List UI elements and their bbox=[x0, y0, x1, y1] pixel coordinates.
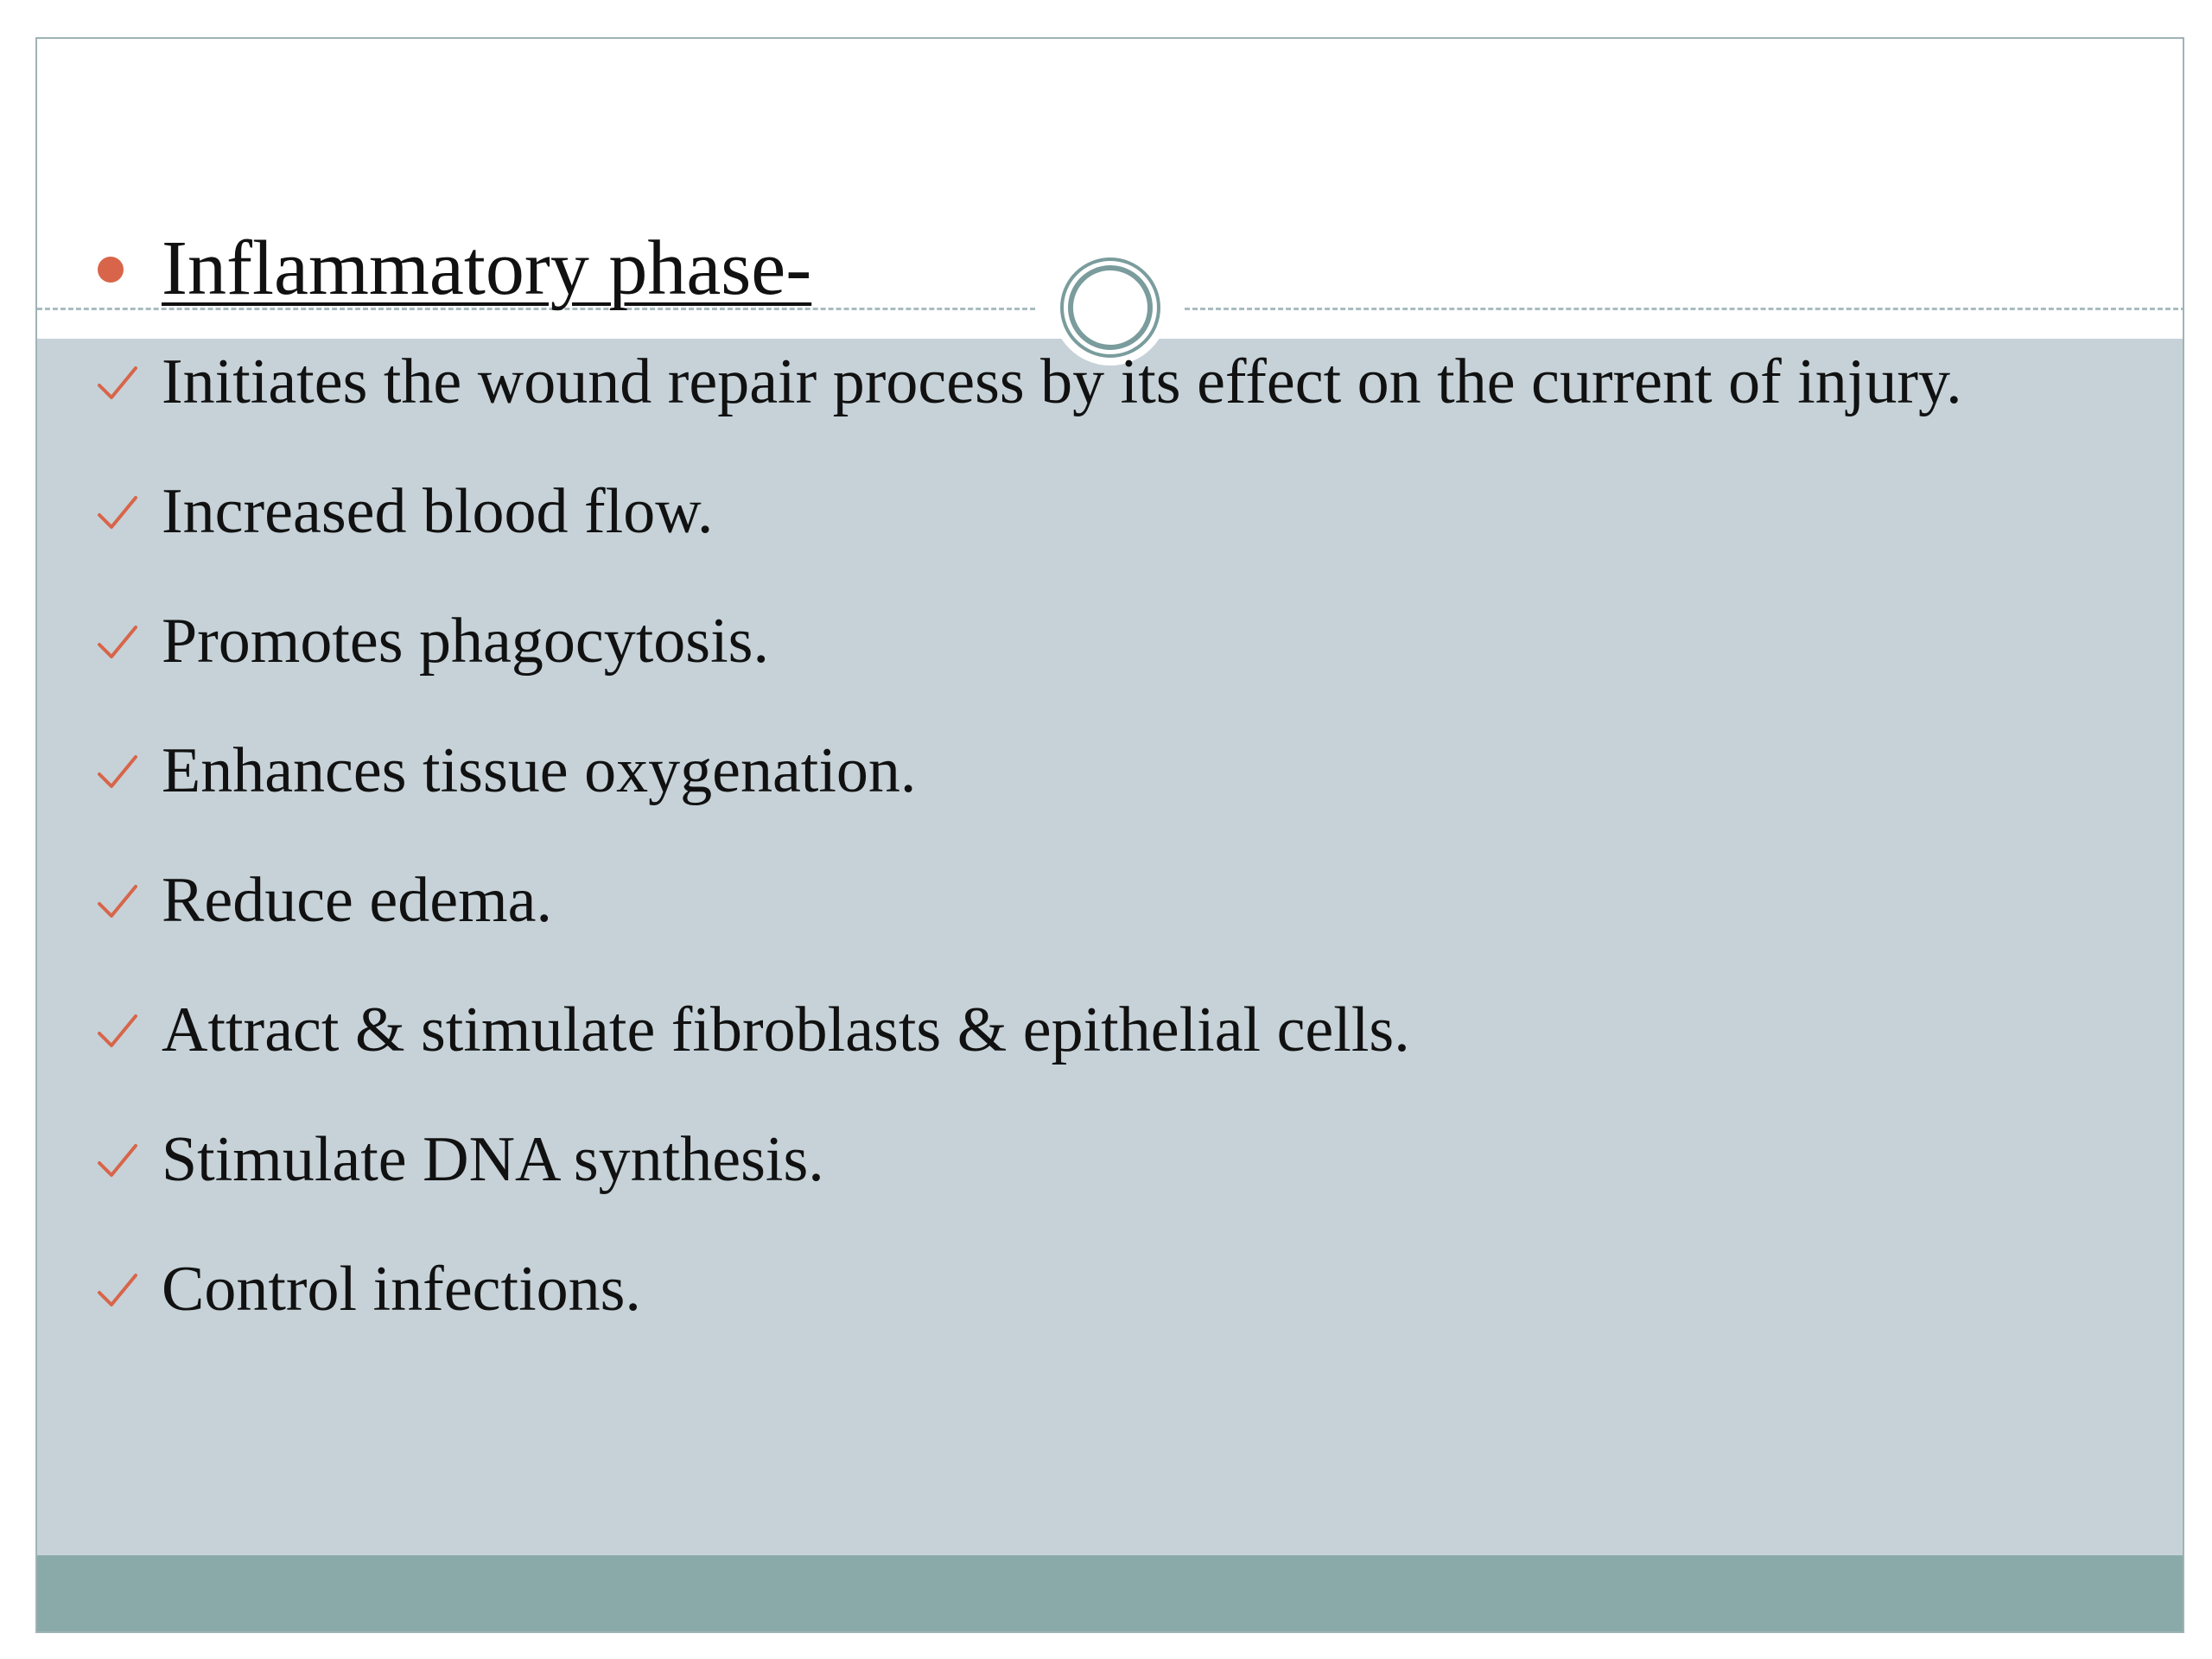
list-item-text: Attract & stimulate fibroblasts & epithelial cells. bbox=[162, 994, 1410, 1065]
list-item bbox=[96, 464, 713, 559]
list-item bbox=[96, 853, 552, 948]
list-item-text: Reduce edema. bbox=[162, 864, 552, 936]
footer-band bbox=[37, 1555, 2183, 1633]
checkmark-icon bbox=[96, 493, 139, 531]
checkmark-icon bbox=[96, 363, 139, 401]
slide bbox=[35, 37, 2184, 1633]
list-item bbox=[96, 1242, 641, 1337]
list-item bbox=[96, 1112, 824, 1207]
checkmark-icon bbox=[96, 752, 139, 790]
title-divider-right bbox=[1185, 308, 2184, 310]
list-item-text: Initiates the wound repair process by its effect on the current of injury. bbox=[162, 346, 1962, 417]
list-item bbox=[96, 334, 1962, 429]
list-item bbox=[96, 982, 1410, 1077]
bullet-dot-icon bbox=[98, 257, 124, 283]
list-item-text: Control infections. bbox=[162, 1253, 641, 1325]
list-item-text: Promotes phagocytosis. bbox=[162, 605, 769, 677]
heading-row bbox=[98, 212, 811, 324]
list-item-text: Stimulate DNA synthesis. bbox=[162, 1123, 824, 1195]
list-item-text: Enhances tissue oxygenation. bbox=[162, 734, 917, 806]
checkmark-icon bbox=[96, 881, 139, 919]
checkmark-icon bbox=[96, 1270, 139, 1308]
list-item-text: Increased blood flow. bbox=[162, 475, 714, 547]
checkmark-icon bbox=[96, 1011, 139, 1049]
checkmark-icon bbox=[96, 1141, 139, 1179]
list-item bbox=[96, 594, 769, 689]
heading: Inflammatory phase- bbox=[162, 225, 812, 311]
list-item bbox=[96, 723, 916, 818]
checkmark-icon bbox=[96, 622, 139, 660]
